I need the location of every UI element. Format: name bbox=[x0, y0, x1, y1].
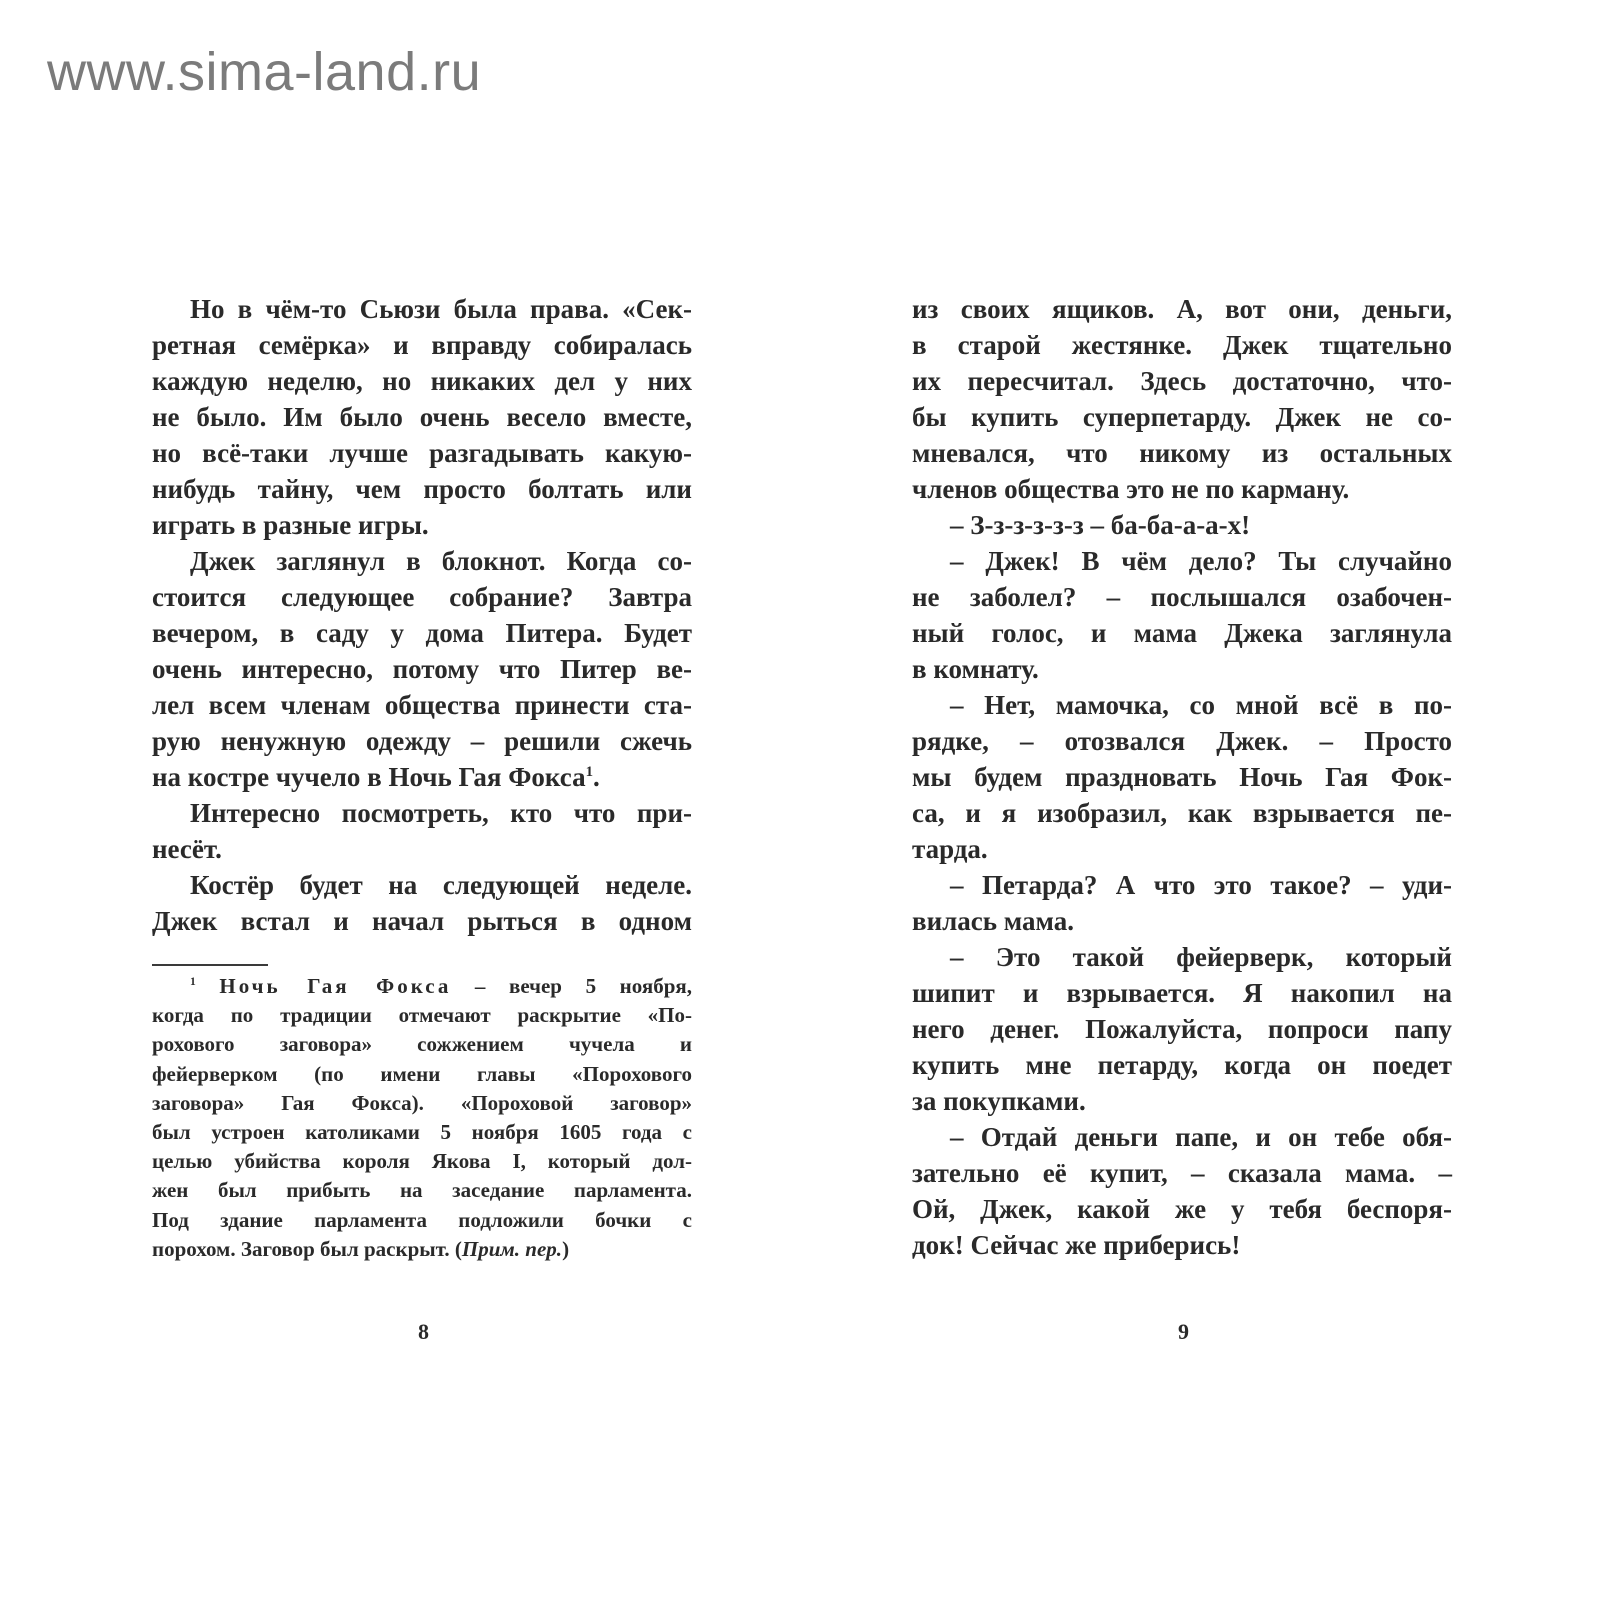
footnote-line: заговора» Гая Фокса). «Пороховой заговор» bbox=[152, 1090, 692, 1115]
text-line-content: са, и я изобразил, как взрывается пе- bbox=[912, 798, 1452, 828]
text-line-content: бы купить суперпетарду. Джек не со- bbox=[912, 402, 1452, 432]
text-line-content: вечером, в саду у дома Питера. Будет bbox=[152, 618, 692, 648]
text-line-content: мневался, что никому из остальных bbox=[912, 438, 1452, 468]
text-line bbox=[912, 1191, 1452, 1227]
text-line-content: Ой, Джек, какой же у тебя беспоря- bbox=[912, 1194, 1452, 1224]
text-line-content: купить мне петарду, когда он поедет bbox=[912, 1050, 1452, 1080]
text-line bbox=[912, 1155, 1452, 1191]
text-line bbox=[152, 507, 692, 543]
text-line bbox=[152, 579, 692, 615]
text-line-content: шипит и взрывается. Я накопил на bbox=[912, 978, 1452, 1008]
text-line-content: но всё-таки лучше разгадывать какую- bbox=[152, 438, 692, 468]
text-line-content: – Джек! В чём дело? Ты случайно bbox=[950, 546, 1452, 576]
text-line bbox=[152, 363, 692, 399]
text-line-content: – Это такой фейерверк, который bbox=[950, 942, 1452, 972]
left-page-text bbox=[152, 291, 692, 939]
footnote-line: рохового заговора» сожжением чучела и bbox=[152, 1032, 692, 1057]
text-line bbox=[152, 471, 692, 507]
text-line-content: не заболел? – послышался озабочен- bbox=[912, 582, 1452, 612]
footnote-divider bbox=[152, 964, 268, 966]
text-line bbox=[152, 543, 692, 579]
text-line-content: Костёр будет на следующей неделе. bbox=[190, 870, 692, 900]
text-line bbox=[152, 687, 692, 723]
text-line bbox=[912, 1119, 1452, 1155]
text-line bbox=[912, 363, 1452, 399]
text-line bbox=[912, 579, 1452, 615]
page-number-left: 8 bbox=[418, 1319, 429, 1344]
footnote-term: Ночь Гая Фокса bbox=[219, 974, 452, 998]
text-line-content: – Петарда? А что это такое? – уди- bbox=[950, 870, 1452, 900]
text-line-content: него денег. Пожалуйста, попроси папу bbox=[912, 1014, 1452, 1044]
text-line-content: не было. Им было очень весело вместе, bbox=[152, 402, 692, 432]
text-line bbox=[912, 687, 1452, 723]
text-line-content: ный голос, и мама Джека заглянула bbox=[912, 618, 1452, 648]
watermark-url: www.sima-land.ru bbox=[47, 42, 482, 102]
text-line bbox=[912, 507, 1452, 543]
text-line bbox=[912, 759, 1452, 795]
text-line-content: вилась мама. bbox=[912, 906, 1074, 936]
text-line-content: Но в чём-то Сьюзи была права. «Сек- bbox=[190, 294, 692, 324]
text-line-content: на костре чучело в Ночь Гая Фокса bbox=[152, 762, 586, 792]
text-line bbox=[912, 615, 1452, 651]
text-line bbox=[912, 471, 1452, 507]
text-line bbox=[912, 1083, 1452, 1119]
text-line-content: ретная семёрка» и вправду собиралась bbox=[152, 330, 692, 360]
text-line-content: каждую неделю, но никаких дел у них bbox=[152, 366, 692, 396]
text-line-content: в комнату. bbox=[912, 654, 1039, 684]
text-line-content: – Отдай деньги папе, и он тебе обя- bbox=[950, 1122, 1452, 1152]
text-line bbox=[152, 867, 692, 903]
text-line bbox=[912, 1047, 1452, 1083]
text-line-content: за покупками. bbox=[912, 1086, 1086, 1116]
text-line bbox=[912, 939, 1452, 975]
text-line-content: нибудь тайну, чем просто болтать или bbox=[152, 474, 692, 504]
text-line bbox=[912, 651, 1452, 687]
text-line-content: их пересчитал. Здесь достаточно, что- bbox=[912, 366, 1452, 396]
text-line bbox=[152, 327, 692, 363]
text-line bbox=[152, 651, 692, 687]
footnote-marker: 1 bbox=[190, 976, 196, 988]
text-line-suffix: . bbox=[593, 762, 600, 792]
text-line bbox=[152, 615, 692, 651]
footnote-last-text: порохом. Заговор был раскрыт. ( bbox=[152, 1236, 462, 1261]
text-line-content: мы будем праздновать Ночь Гая Фок- bbox=[912, 762, 1452, 792]
footnote-line: жен был прибыть на заседание парламента. bbox=[152, 1178, 692, 1203]
text-line-content: очень интересно, потому что Питер ве- bbox=[152, 654, 692, 684]
text-line bbox=[912, 867, 1452, 903]
text-line bbox=[912, 831, 1452, 867]
footnote-line: целью убийства короля Якова I, который дол- bbox=[152, 1149, 692, 1174]
text-line bbox=[912, 723, 1452, 759]
footnote-first-line-rest: – вечер 5 ноября, bbox=[451, 974, 692, 998]
text-line bbox=[152, 795, 692, 831]
text-line-content: рую ненужную одежду – решили сжечь bbox=[152, 726, 692, 756]
footnote-line bbox=[152, 972, 692, 1001]
footnote-line: фейерверком (по имени главы «Порохового bbox=[152, 1061, 692, 1086]
text-line-content: тарда. bbox=[912, 834, 988, 864]
text-line-content: – Нет, мамочка, со мной всё в по- bbox=[950, 690, 1452, 720]
text-line bbox=[152, 723, 692, 759]
page-number-right: 9 bbox=[1178, 1319, 1189, 1344]
text-line-content: членов общества это не по карману. bbox=[912, 474, 1350, 504]
text-line-content: стоится следующее собрание? Завтра bbox=[152, 582, 692, 612]
text-line-content: рядке, – отозвался Джек. – Просто bbox=[912, 726, 1452, 756]
footnote-last-end: ) bbox=[562, 1236, 570, 1261]
footnote-note-label: Прим. пер. bbox=[461, 1236, 563, 1261]
text-line bbox=[912, 1011, 1452, 1047]
text-line-content: док! Сейчас же приберись! bbox=[912, 1230, 1241, 1260]
footnote-body bbox=[152, 1001, 692, 1235]
footnote-line: когда по традиции отмечают раскрытие «По- bbox=[152, 1003, 692, 1028]
text-line-content: зательно её купит, – сказала мама. – bbox=[912, 1158, 1452, 1188]
text-line-content: Джек встал и начал рыться в одном bbox=[152, 906, 692, 936]
text-line bbox=[912, 1227, 1452, 1263]
footnote-line: был устроен католиками 5 ноября 1605 года с bbox=[152, 1119, 692, 1144]
text-line bbox=[912, 291, 1452, 327]
footnote-line: Под здание парламента подложили бочки с bbox=[152, 1207, 692, 1232]
text-line-content: Джек заглянул в блокнот. Когда со- bbox=[190, 546, 692, 576]
text-line-content: несёт. bbox=[152, 834, 222, 864]
footnote-line bbox=[152, 1235, 692, 1264]
text-line bbox=[152, 903, 692, 939]
text-line-content: Интересно посмотреть, кто что при- bbox=[190, 798, 692, 828]
text-line-content: – З-з-з-з-з-з – ба-ба-а-а-х! bbox=[950, 510, 1251, 540]
text-line bbox=[152, 399, 692, 435]
text-line bbox=[152, 291, 692, 327]
text-line bbox=[152, 435, 692, 471]
text-line bbox=[912, 903, 1452, 939]
text-line-content: играть в разные игры. bbox=[152, 510, 429, 540]
footnote bbox=[152, 972, 692, 1264]
text-line-content: лел всем членам общества принести ста- bbox=[152, 690, 692, 720]
text-line bbox=[152, 759, 692, 795]
text-line-content: из своих ящиков. А, вот они, деньги, bbox=[912, 294, 1452, 324]
text-line bbox=[152, 831, 692, 867]
text-line bbox=[912, 435, 1452, 471]
text-line bbox=[912, 795, 1452, 831]
footnote-reference: 1 bbox=[585, 764, 594, 780]
text-line bbox=[912, 327, 1452, 363]
text-line bbox=[912, 543, 1452, 579]
text-line-content: в старой жестянке. Джек тщательно bbox=[912, 330, 1452, 360]
text-line bbox=[912, 399, 1452, 435]
right-page-text bbox=[912, 291, 1452, 1263]
text-line bbox=[912, 975, 1452, 1011]
